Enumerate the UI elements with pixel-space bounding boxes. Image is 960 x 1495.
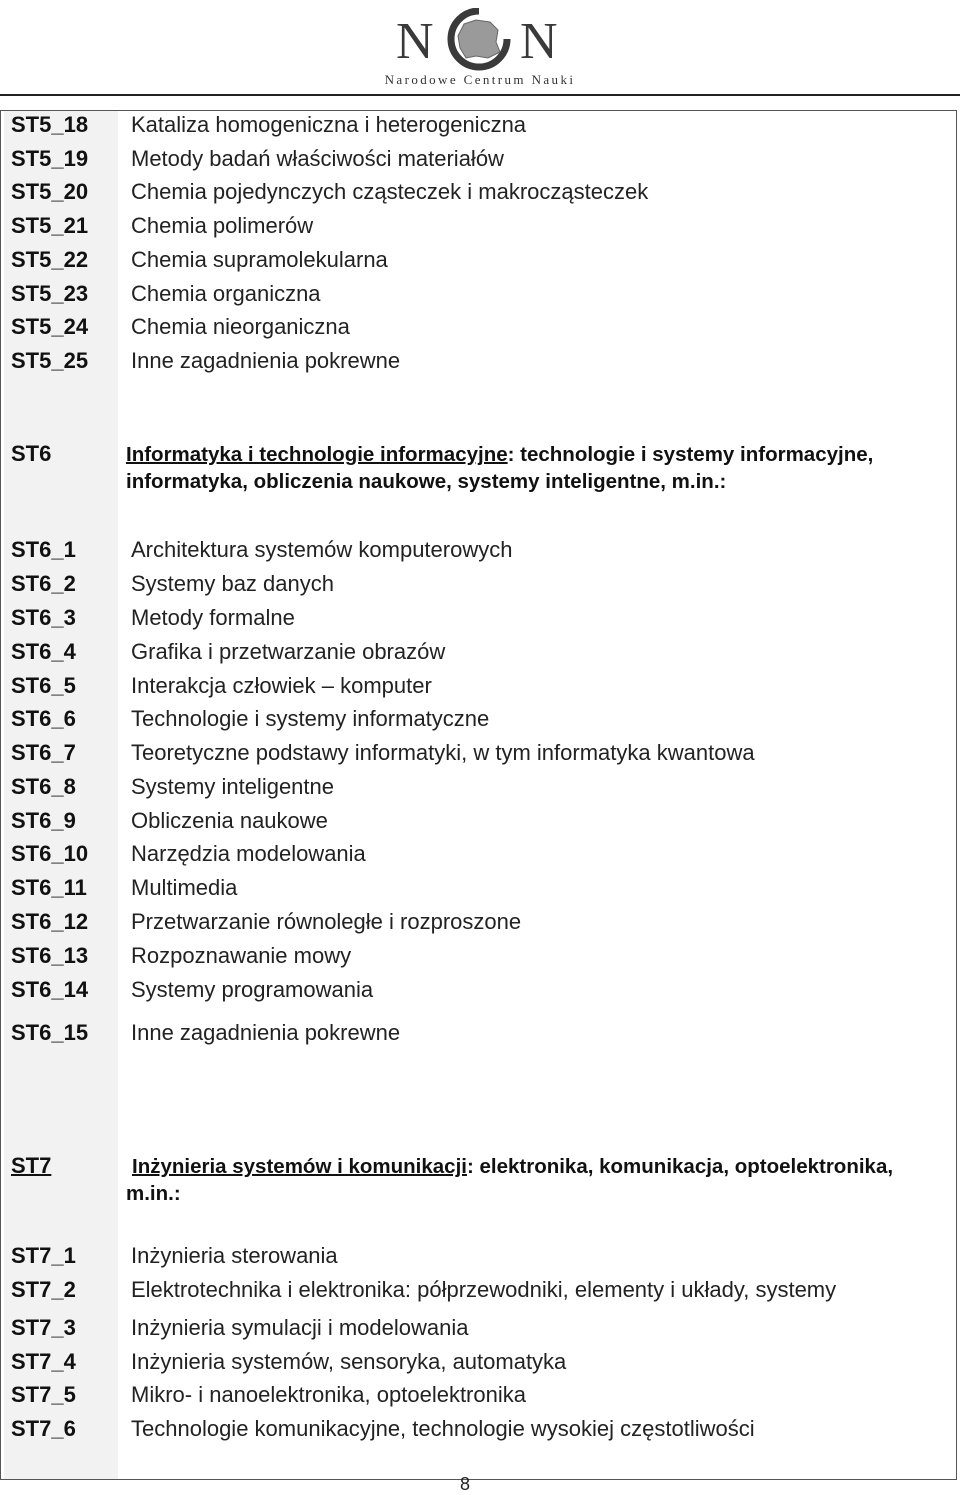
table-row <box>0 772 957 806</box>
row-code: ST5_19 <box>11 146 89 171</box>
row-label: Chemia nieorganiczna <box>131 314 350 339</box>
logo-letter-n1: N <box>396 13 435 70</box>
table-row <box>0 245 957 279</box>
row-label: Chemia organiczna <box>131 281 321 306</box>
table-row <box>0 312 957 346</box>
table-row <box>0 279 957 313</box>
table-row <box>0 1380 957 1414</box>
table-row <box>0 1347 957 1381</box>
row-code: ST6_10 <box>11 841 89 866</box>
table-row <box>0 1313 957 1347</box>
row-label: Multimedia <box>131 875 238 900</box>
logo-letter-n2: N <box>520 13 559 70</box>
row-code: ST7_1 <box>11 1243 76 1268</box>
row-label: Architektura systemów komputerowych <box>131 537 513 562</box>
section-heading <box>126 441 926 495</box>
table-row <box>0 806 957 840</box>
row-code: ST6_14 <box>11 977 89 1002</box>
table-row <box>0 975 957 1009</box>
section-code: ST6 <box>11 441 52 466</box>
table-row <box>0 177 957 211</box>
table-row <box>0 211 957 245</box>
table-row <box>0 704 957 738</box>
row-label: Obliczenia naukowe <box>131 808 328 833</box>
row-label: Narzędzia modelowania <box>131 841 366 866</box>
table-row <box>0 144 957 178</box>
row-code: ST5_23 <box>11 281 89 306</box>
row-label: Metody badań właściwości materiałów <box>131 146 504 171</box>
header-rule <box>0 94 960 96</box>
row-code: ST5_21 <box>11 213 89 238</box>
row-code: ST7_2 <box>11 1277 76 1302</box>
row-label: Elektrotechnika i elektronika: półprzewodniki, elementy i układy, systemy <box>131 1277 837 1302</box>
row-label: Mikro- i nanoelektronika, optoelektronika <box>131 1382 526 1407</box>
section-code: ST7 <box>11 1153 52 1178</box>
row-label: Inżynieria systemów, sensoryka, automatyka <box>131 1349 567 1374</box>
row-code: ST6_13 <box>11 943 89 968</box>
row-code: ST6_15 <box>11 1020 89 1045</box>
row-code: ST6_9 <box>11 808 76 833</box>
table-row <box>0 907 957 941</box>
ncn-logo <box>376 8 584 92</box>
row-code: ST7_3 <box>11 1315 76 1340</box>
row-label: Rozpoznawanie mowy <box>131 943 352 968</box>
table-row <box>0 346 957 380</box>
row-code: ST6_8 <box>11 774 76 799</box>
row-label: Inne zagadnienia pokrewne <box>131 348 401 373</box>
row-label: Technologie i systemy informatyczne <box>131 706 490 731</box>
section-heading <box>126 1153 926 1207</box>
row-label: Interakcja człowiek – komputer <box>131 673 432 698</box>
table-row <box>0 738 957 772</box>
row-code: ST6_12 <box>11 909 89 934</box>
poland-map-icon <box>442 8 516 72</box>
row-code: ST6_6 <box>11 706 76 731</box>
page-number: 8 <box>459 1474 470 1494</box>
row-code: ST6_7 <box>11 740 76 765</box>
row-code: ST6_3 <box>11 605 76 630</box>
row-code: ST7_5 <box>11 1382 76 1407</box>
table-row <box>0 671 957 705</box>
row-code: ST5_18 <box>11 112 89 137</box>
row-code: ST7_6 <box>11 1416 76 1441</box>
row-code: ST5_20 <box>11 179 89 204</box>
row-label: Grafika i przetwarzanie obrazów <box>131 639 446 664</box>
row-label: Systemy programowania <box>131 977 374 1002</box>
row-code: ST5_24 <box>11 314 89 339</box>
row-label: Kataliza homogeniczna i heterogeniczna <box>131 112 527 137</box>
table-row <box>0 1241 957 1275</box>
table-row <box>0 1018 957 1052</box>
table-row <box>0 1414 957 1448</box>
row-label: Chemia pojedynczych cząsteczek i makrocząsteczek <box>131 179 649 204</box>
section-title-rest: : technologie i systemy informacyjne, informatyka, obliczenia naukowe, systemy inteligentne, m.in.: <box>126 443 874 493</box>
row-label: Systemy inteligentne <box>131 774 334 799</box>
table-row <box>0 637 957 671</box>
row-label: Chemia polimerów <box>131 213 314 238</box>
row-label: Inżynieria sterowania <box>131 1243 338 1268</box>
row-code: ST7_4 <box>11 1349 76 1374</box>
table-row <box>0 603 957 637</box>
logo-subtitle: Narodowe Centrum Nauki <box>384 72 576 87</box>
table-row <box>0 873 957 907</box>
row-code: ST6_4 <box>11 639 76 664</box>
row-label: Chemia supramolekularna <box>131 247 388 272</box>
row-code: ST5_25 <box>11 348 89 373</box>
table-row <box>0 839 957 873</box>
table-row <box>0 110 957 144</box>
row-code: ST6_2 <box>11 571 76 596</box>
section-title: Informatyka i technologie informacyjne <box>126 443 508 466</box>
row-label: Teoretyczne podstawy informatyki, w tym informatyka kwantowa <box>131 740 755 765</box>
row-label: Przetwarzanie równoległe i rozproszone <box>131 909 522 934</box>
row-label: Metody formalne <box>131 605 295 630</box>
section-title-rest: : elektronika, komunikacja, optoelektronika, m.in.: <box>126 1155 894 1205</box>
row-code: ST6_5 <box>11 673 76 698</box>
row-code: ST6_11 <box>11 875 87 900</box>
row-label: Technologie komunikacyjne, technologie wysokiej częstotliwości <box>131 1416 755 1441</box>
row-code: ST6_1 <box>11 537 76 562</box>
table-row <box>0 1275 957 1309</box>
section-title: Inżynieria systemów i komunikacji <box>132 1155 467 1178</box>
row-label: Inżynieria symulacji i modelowania <box>131 1315 469 1340</box>
logo-letters <box>396 8 566 68</box>
row-label: Inne zagadnienia pokrewne <box>131 1020 401 1045</box>
table-row <box>0 941 957 975</box>
table-row <box>0 569 957 603</box>
table-row <box>0 535 957 569</box>
row-label: Systemy baz danych <box>131 571 334 596</box>
row-code: ST5_22 <box>11 247 89 272</box>
